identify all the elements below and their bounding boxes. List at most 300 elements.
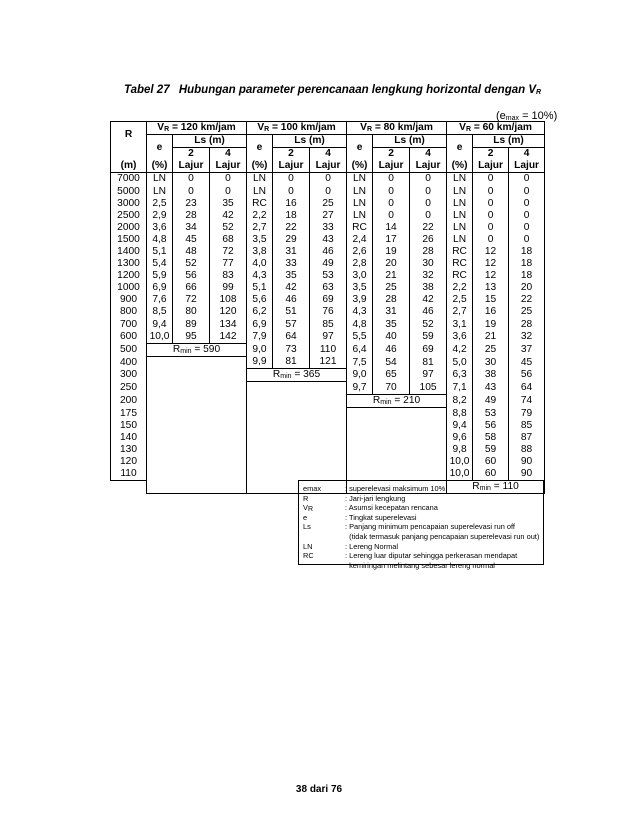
- table-cell: 51: [273, 306, 310, 318]
- table-cell: 120: [210, 306, 247, 318]
- table-cell: 52: [173, 258, 210, 270]
- legend-item: kemiringan melintang sebesar lereng normal: [345, 560, 495, 570]
- table-cell: 9,0: [247, 343, 273, 356]
- header-lajur: Lajur: [210, 160, 247, 173]
- table-row: [111, 343, 545, 356]
- header-row-lanes: [111, 148, 545, 161]
- table-cell: 0: [473, 185, 509, 197]
- table-cell: 0: [473, 198, 509, 210]
- table-row: [111, 246, 545, 258]
- table-cell: 38: [410, 282, 447, 294]
- table-cell: 52: [410, 319, 447, 331]
- table-cell: 0: [310, 173, 347, 186]
- table-cell: RC: [447, 246, 473, 258]
- table-cell: 15: [473, 294, 509, 306]
- table-cell: 0: [473, 173, 509, 186]
- table-cell: 3,6: [447, 331, 473, 344]
- empty-block: [147, 356, 247, 494]
- table-cell: 0: [473, 210, 509, 222]
- legend-item: Ls : Panjang minimum pencapaian superelevasi run off: [303, 522, 515, 532]
- table-cell: 97: [410, 369, 447, 382]
- table-cell: LN: [447, 185, 473, 197]
- table-cell: 45: [509, 356, 545, 369]
- header-row-units: [111, 160, 545, 173]
- header-e: e: [447, 135, 473, 161]
- table-cell: 69: [410, 343, 447, 356]
- table-cell: 56: [173, 270, 210, 282]
- table-cell: 175: [111, 408, 147, 420]
- table-cell: LN: [447, 222, 473, 234]
- table-cell: 77: [210, 258, 247, 270]
- table-cell: 0: [210, 173, 247, 186]
- table-cell: 68: [210, 234, 247, 246]
- emax-note: $(e_{max} = 10\%)$: [496, 110, 558, 122]
- table-cell: 32: [509, 331, 545, 344]
- table-cell: 4,8: [347, 319, 373, 331]
- header-speed-80: $V_R = 80$ km/jam: [347, 122, 447, 135]
- table-cell: 0: [509, 173, 545, 186]
- table-cell: 19: [373, 246, 410, 258]
- table-cell: RC: [447, 258, 473, 270]
- table-cell: 5,5: [347, 331, 373, 344]
- table-row: [111, 294, 545, 306]
- header-lajur: Lajur: [310, 160, 347, 173]
- table-cell: 74: [509, 395, 545, 408]
- table-cell: 18: [509, 270, 545, 282]
- table-cell: 7,1: [447, 382, 473, 395]
- table-cell: 87: [509, 432, 545, 444]
- table-row: [111, 210, 545, 222]
- table-cell: 110: [111, 468, 147, 481]
- table-cell: 65: [373, 369, 410, 382]
- table-cell: 49: [310, 258, 347, 270]
- table-cell: LN: [147, 173, 173, 186]
- table-row: [111, 198, 545, 210]
- table-cell: 25: [373, 282, 410, 294]
- table-cell: 37: [509, 343, 545, 356]
- table-title: [124, 84, 541, 96]
- legend-item: (tidak termasuk panjang pencapaian superelevasi run out): [345, 531, 540, 541]
- table-cell: 3000: [111, 198, 147, 210]
- table-cell: 0: [509, 234, 545, 246]
- table-cell: 400: [111, 356, 147, 369]
- table-cell: 28: [173, 210, 210, 222]
- table-cell: 1500: [111, 234, 147, 246]
- table-cell: 18: [273, 210, 310, 222]
- table-cell: 64: [509, 382, 545, 395]
- table-cell: 42: [410, 294, 447, 306]
- table-cell: 43: [310, 234, 347, 246]
- table-cell: 9,8: [447, 444, 473, 456]
- table-cell: LN: [247, 185, 273, 197]
- table-cell: 2,5: [147, 198, 173, 210]
- table-cell: 0: [173, 185, 210, 197]
- table-cell: 60: [473, 456, 509, 468]
- table-cell: 46: [410, 306, 447, 318]
- table-cell: 85: [310, 319, 347, 331]
- table-row: [111, 185, 545, 197]
- table-cell: 60: [473, 468, 509, 481]
- table-cell: 0: [273, 173, 310, 186]
- header-e-unit: (%): [147, 160, 173, 173]
- header-row-ls: [111, 135, 545, 148]
- rmin-cell: $R_{min} = 590$: [147, 343, 247, 356]
- header-speed-120: $V_R = 120$ km/jam: [147, 122, 247, 135]
- table-cell: 85: [509, 420, 545, 432]
- table-cell: 9,4: [147, 319, 173, 331]
- table-cell: 90: [509, 456, 545, 468]
- table-cell: 29: [273, 234, 310, 246]
- table-cell: 121: [310, 356, 347, 369]
- table-row: [111, 234, 545, 246]
- legend-item: LN : Lereng Normal: [303, 541, 398, 551]
- table-cell: 3,5: [347, 282, 373, 294]
- header-4: 4: [509, 148, 545, 161]
- table-cell: 1200: [111, 270, 147, 282]
- table-cell: 56: [509, 369, 545, 382]
- table-cell: 0: [509, 210, 545, 222]
- table-cell: 27: [310, 210, 347, 222]
- table-cell: 79: [509, 408, 545, 420]
- table-cell: 16: [473, 306, 509, 318]
- header-e-unit: (%): [347, 160, 373, 173]
- header-e-unit: (%): [447, 160, 473, 173]
- table-cell: 0: [373, 185, 410, 197]
- table-cell: 5,4: [147, 258, 173, 270]
- table-cell: 8,8: [447, 408, 473, 420]
- table-cell: 0: [410, 198, 447, 210]
- table-cell: 2,9: [147, 210, 173, 222]
- table-cell: 95: [173, 331, 210, 344]
- table-cell: 0: [410, 185, 447, 197]
- table-cell: LN: [347, 198, 373, 210]
- legend-item: e : Tingkat superelevasi: [303, 512, 417, 522]
- table-cell: LN: [347, 185, 373, 197]
- table-cell: 7000: [111, 173, 147, 186]
- table-cell: 69: [310, 294, 347, 306]
- table-cell: 108: [210, 294, 247, 306]
- table-cell: 9,0: [347, 369, 373, 382]
- table-cell: 2,7: [247, 222, 273, 234]
- table-cell: 2,5: [447, 294, 473, 306]
- table-cell: 31: [373, 306, 410, 318]
- table-cell: 8,5: [147, 306, 173, 318]
- table-cell: 25: [509, 306, 545, 318]
- table-cell: 2,7: [447, 306, 473, 318]
- table-row: [111, 270, 545, 282]
- table-cell: 2500: [111, 210, 147, 222]
- table-cell: LN: [447, 198, 473, 210]
- table-cell: 7,5: [347, 356, 373, 369]
- table-cell: 900: [111, 294, 147, 306]
- table-cell: 0: [509, 185, 545, 197]
- parameter-table: [110, 121, 545, 494]
- header-ls: Ls (m): [273, 135, 347, 148]
- table-cell: RC: [347, 222, 373, 234]
- table-cell: 5,9: [147, 270, 173, 282]
- header-e: e: [147, 135, 173, 161]
- table-cell: 22: [273, 222, 310, 234]
- table-cell: 23: [173, 198, 210, 210]
- table-cell: 46: [273, 294, 310, 306]
- table-cell: 20: [373, 258, 410, 270]
- table-cell: 10,0: [447, 468, 473, 481]
- table-cell: 22: [410, 222, 447, 234]
- table-cell: 0: [210, 185, 247, 197]
- table-cell: 5000: [111, 185, 147, 197]
- header-e: e: [247, 135, 273, 161]
- table-cell: 800: [111, 306, 147, 318]
- table-cell: 22: [509, 294, 545, 306]
- table-cell: 89: [173, 319, 210, 331]
- table-cell: 26: [410, 234, 447, 246]
- table-caption: Hubungan parameter perencanaan lengkung horizontal dengan V: [178, 84, 537, 96]
- table-cell: 3,0: [347, 270, 373, 282]
- table-cell: 57: [273, 319, 310, 331]
- table-cell: 5,1: [247, 282, 273, 294]
- table-cell: LN: [247, 173, 273, 186]
- table-cell: 7,6: [147, 294, 173, 306]
- table-cell: 52: [210, 222, 247, 234]
- table-cell: 4,3: [247, 270, 273, 282]
- table-cell: 142: [210, 331, 247, 344]
- table-cell: 4,8: [147, 234, 173, 246]
- table-cell: 42: [210, 210, 247, 222]
- table-cell: 2,6: [347, 246, 373, 258]
- table-cell: 21: [473, 331, 509, 344]
- table-cell: 12: [473, 258, 509, 270]
- table-cell: 0: [173, 173, 210, 186]
- table-cell: 1000: [111, 282, 147, 294]
- table-cell: 2,2: [447, 282, 473, 294]
- table-cell: 32: [410, 270, 447, 282]
- table-cell: 30: [473, 356, 509, 369]
- header-lajur: Lajur: [509, 160, 545, 173]
- rmin-cell: $R_{min} = 110$: [447, 481, 545, 494]
- header-e-unit: (%): [247, 160, 273, 173]
- empty-block: [247, 382, 347, 494]
- table-cell: 34: [173, 222, 210, 234]
- table-cell: 4,0: [247, 258, 273, 270]
- table-cell: 1300: [111, 258, 147, 270]
- header-4: 4: [410, 148, 447, 161]
- table-cell: 134: [210, 319, 247, 331]
- header-lajur: Lajur: [173, 160, 210, 173]
- header-4: 4: [210, 148, 247, 161]
- table-cell: 5,6: [247, 294, 273, 306]
- table-cell: 20: [509, 282, 545, 294]
- table-cell: 300: [111, 369, 147, 382]
- caption-subscript: R: [536, 89, 542, 96]
- table-cell: RC: [447, 270, 473, 282]
- table-cell: 9,6: [447, 432, 473, 444]
- table-cell: 6,3: [447, 369, 473, 382]
- table-cell: 1400: [111, 246, 147, 258]
- header-2: 2: [273, 148, 310, 161]
- table-cell: 53: [473, 408, 509, 420]
- header-2: 2: [473, 148, 509, 161]
- table-cell: 500: [111, 343, 147, 356]
- table-cell: 46: [373, 343, 410, 356]
- table-cell: 12: [473, 270, 509, 282]
- header-blank: [111, 148, 147, 161]
- header-speed-100: $V_R = 100$ km/jam: [247, 122, 347, 135]
- table-cell: 19: [473, 319, 509, 331]
- table-cell: 3,9: [347, 294, 373, 306]
- table-cell: 63: [310, 282, 347, 294]
- table-cell: 64: [273, 331, 310, 344]
- table-cell: 250: [111, 382, 147, 395]
- table-cell: 72: [210, 246, 247, 258]
- table-cell: 120: [111, 456, 147, 468]
- table-cell: 150: [111, 420, 147, 432]
- table-cell: 4,2: [447, 343, 473, 356]
- table-row: [111, 319, 545, 331]
- table-cell: 0: [473, 222, 509, 234]
- table-cell: RC: [247, 198, 273, 210]
- header-2: 2: [373, 148, 410, 161]
- table-cell: 28: [373, 294, 410, 306]
- header-lajur: Lajur: [373, 160, 410, 173]
- table-cell: 12: [473, 246, 509, 258]
- table-cell: 46: [310, 246, 347, 258]
- table-cell: 28: [410, 246, 447, 258]
- table-cell: 2,2: [247, 210, 273, 222]
- table-cell: 35: [273, 270, 310, 282]
- table-cell: 25: [473, 343, 509, 356]
- table-cell: 18: [509, 246, 545, 258]
- table-cell: 9,9: [247, 356, 273, 369]
- header-lajur: Lajur: [273, 160, 310, 173]
- table-cell: 76: [310, 306, 347, 318]
- table-cell: 600: [111, 331, 147, 344]
- table-row: [111, 356, 545, 369]
- table-cell: LN: [347, 173, 373, 186]
- table-cell: 59: [473, 444, 509, 456]
- table-cell: 90: [509, 468, 545, 481]
- page-number: 38 dari 76: [295, 784, 343, 795]
- header-2: 2: [173, 148, 210, 161]
- table-cell: 53: [310, 270, 347, 282]
- table-cell: 14: [373, 222, 410, 234]
- table-cell: 28: [509, 319, 545, 331]
- table-cell: 49: [473, 395, 509, 408]
- legend-item: emax : superelevasi maksimum 10%: [303, 484, 446, 493]
- table-cell: 58: [473, 432, 509, 444]
- table-row: [111, 173, 545, 186]
- table-cell: 200: [111, 395, 147, 408]
- table-row: [111, 258, 545, 270]
- table-cell: 2000: [111, 222, 147, 234]
- table-row: [111, 306, 545, 318]
- table-cell: 3,1: [447, 319, 473, 331]
- table-cell: 0: [509, 222, 545, 234]
- table-cell: 25: [310, 198, 347, 210]
- table-cell: 0: [373, 210, 410, 222]
- table-cell: 2,8: [347, 258, 373, 270]
- table-cell: 35: [210, 198, 247, 210]
- header-4: 4: [310, 148, 347, 161]
- table-cell: LN: [447, 173, 473, 186]
- table-cell: 700: [111, 319, 147, 331]
- table-cell: 8,2: [447, 395, 473, 408]
- table-cell: 18: [509, 258, 545, 270]
- table-row: [111, 282, 545, 294]
- table-cell: 38: [473, 369, 509, 382]
- table-cell: 31: [273, 246, 310, 258]
- table-cell: 13: [473, 282, 509, 294]
- table-cell: 66: [173, 282, 210, 294]
- table-cell: 130: [111, 444, 147, 456]
- table-cell: LN: [447, 210, 473, 222]
- legend-item: R : Jari-jari lengkung: [303, 493, 406, 503]
- table-cell: 3,6: [147, 222, 173, 234]
- legend-box: [298, 480, 544, 570]
- table-cell: 4,3: [347, 306, 373, 318]
- header-r-unit: (m): [111, 160, 147, 173]
- rmin-cell: $R_{min} = 210$: [347, 395, 447, 408]
- table-cell: 140: [111, 432, 147, 444]
- table-cell: LN: [147, 185, 173, 197]
- header-ls: Ls (m): [473, 135, 545, 148]
- header-lajur: Lajur: [410, 160, 447, 173]
- table-cell: 5,1: [147, 246, 173, 258]
- table-cell: 70: [373, 382, 410, 395]
- table-cell: 3,5: [247, 234, 273, 246]
- table-cell: 6,9: [147, 282, 173, 294]
- table-cell: 0: [410, 173, 447, 186]
- table-row: [111, 222, 545, 234]
- table-cell: 0: [473, 234, 509, 246]
- table-cell: 7,9: [247, 331, 273, 344]
- table-cell: 6,2: [247, 306, 273, 318]
- legend-item: $V_R$ : Asumsi kecepatan rencana: [303, 503, 438, 514]
- table-cell: 97: [310, 331, 347, 344]
- table-cell: 21: [373, 270, 410, 282]
- table-cell: 73: [273, 343, 310, 356]
- table-cell: 10,0: [147, 331, 173, 344]
- table-cell: 16: [273, 198, 310, 210]
- table-cell: 83: [210, 270, 247, 282]
- table-cell: 54: [373, 356, 410, 369]
- table-cell: 43: [473, 382, 509, 395]
- table-cell: 45: [173, 234, 210, 246]
- table-cell: 40: [373, 331, 410, 344]
- table-cell: 105: [410, 382, 447, 395]
- header-r: R: [111, 122, 147, 148]
- table-cell: LN: [347, 210, 373, 222]
- table-cell: 81: [273, 356, 310, 369]
- table-row: [111, 331, 545, 344]
- table-cell: 33: [273, 258, 310, 270]
- table-cell: 6,9: [247, 319, 273, 331]
- legend-item: RC : Lereng luar diputar sehingga perkerasan mendapat: [303, 551, 518, 561]
- rmin-cell: $R_{min} = 365$: [247, 369, 347, 382]
- table-cell: LN: [447, 234, 473, 246]
- table-cell: 56: [473, 420, 509, 432]
- header-lajur: Lajur: [473, 160, 509, 173]
- header-speed-60: $V_R = 60$ km/jam: [447, 122, 545, 135]
- table-cell: 2,4: [347, 234, 373, 246]
- table-cell: 72: [173, 294, 210, 306]
- table-cell: 0: [373, 198, 410, 210]
- table-cell: 0: [310, 185, 347, 197]
- table-cell: 42: [273, 282, 310, 294]
- table-cell: 30: [410, 258, 447, 270]
- table-cell: 33: [310, 222, 347, 234]
- table-cell: 35: [373, 319, 410, 331]
- table-cell: 6,4: [347, 343, 373, 356]
